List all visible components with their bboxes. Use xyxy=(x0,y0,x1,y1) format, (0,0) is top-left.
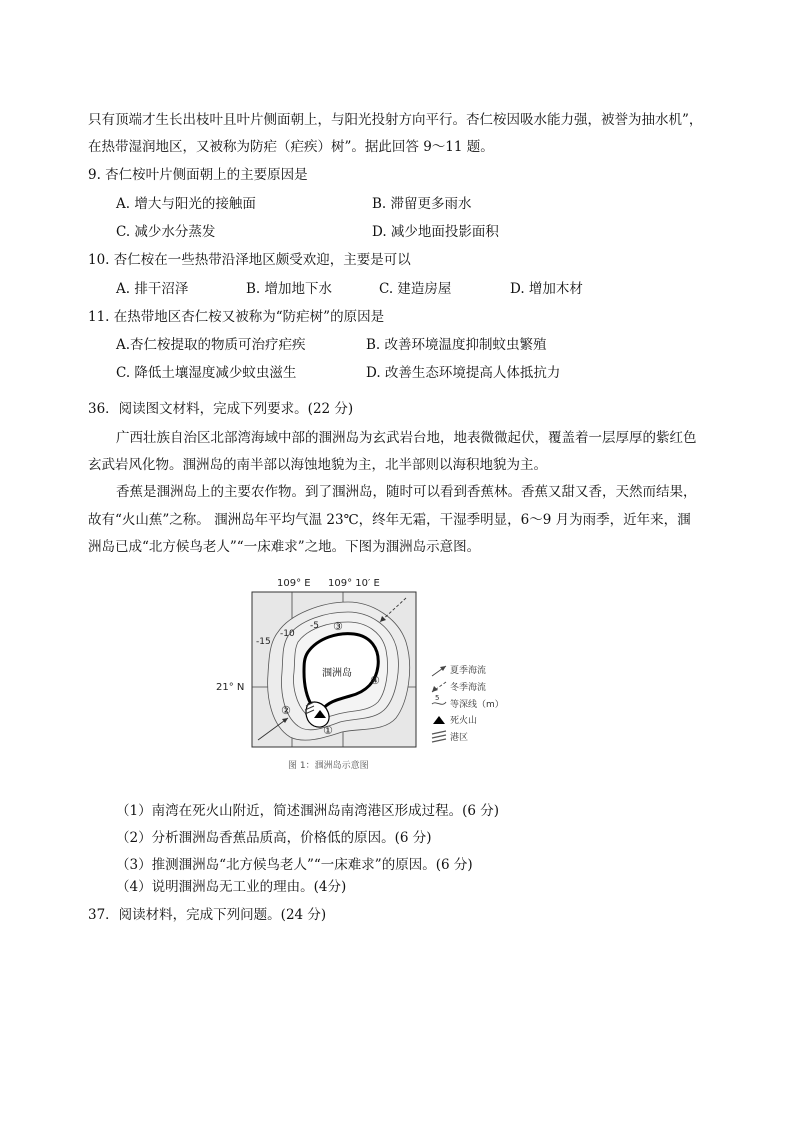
question-11-option-a: A.杏仁桉提取的物质可治疗疟疾 xyxy=(116,337,306,353)
question-36-paragraph-2-line-1: 香蕉是涠洲岛上的主要农作物。到了涠洲岛，随时可以看到香蕉林。香蕉又甜又香，天然而结果， xyxy=(116,484,697,500)
legend-summer-current: 夏季海流 xyxy=(450,666,487,676)
map-caption: 图 1：涠洲岛示意图 xyxy=(288,761,369,771)
question-36-part-1: （1）南湾在死火山附近，简述涠洲岛南湾港区形成过程。(6 分) xyxy=(116,803,500,819)
place-marker-2: ② xyxy=(281,704,291,717)
depth-label-15: -15 xyxy=(256,637,271,647)
question-36-stem: 36．阅读图文材料，完成下列要求。(22 分) xyxy=(88,401,354,417)
question-36-part-3: （3）推测涠洲岛“北方候鸟老人”“一床难求”的原因。(6 分) xyxy=(116,857,473,873)
question-36-paragraph-2-line-2: 故有“火山蕉”之称。 涠洲岛年平均气温 23℃，终年无霜，干湿季明显，6～9 月为雨季，近年来，涠 xyxy=(88,512,691,528)
legend-isobath-icon xyxy=(432,702,446,704)
legend-isobath-number: 5 xyxy=(435,694,440,702)
question-9-stem: 9. 杏仁桉叶片侧面朝上的主要原因是 xyxy=(88,167,308,183)
question-9-option-a: A. 增大与阳光的接触面 xyxy=(116,196,256,212)
legend-port-icon xyxy=(432,731,446,734)
intro-line-2: 在热带湿润地区，又被称为防疟（疟疾）树”。据此回答 9～11 题。 xyxy=(88,139,494,155)
question-36-part-2: （2）分析涠洲岛香蕉品质高，价格低的原因。(6 分) xyxy=(116,830,432,846)
latitude-label-21: 21° N xyxy=(216,682,245,693)
legend-port: 港区 xyxy=(450,733,469,743)
question-10-option-a: A. 排干沼泽 xyxy=(116,281,189,297)
question-10-option-b: B. 增加地下水 xyxy=(246,281,333,297)
depth-label-10: -10 xyxy=(280,629,295,639)
question-11-stem: 11. 在热带地区杏仁桉又被称为“防疟树”的原因是 xyxy=(88,309,385,325)
question-36-paragraph-1-line-1: 广西壮族自治区北部湾海域中部的涠洲岛为玄武岩台地，地表微微起伏，覆盖着一层厚厚的紫红色 xyxy=(116,430,697,446)
question-11-option-d: D. 改善生态环境提高人体抵抗力 xyxy=(366,365,561,381)
question-11-option-b: B. 改善环境温度抑制蚊虫繁殖 xyxy=(366,337,547,353)
legend-winter-current: 冬季海流 xyxy=(450,683,487,693)
legend-isobath: 等深线（m） xyxy=(450,700,504,710)
question-10-option-c: C. 建造房屋 xyxy=(379,281,452,297)
depth-label-5: -5 xyxy=(310,621,319,631)
place-marker-1: ① xyxy=(323,724,333,737)
question-36-paragraph-2-line-3: 洲岛已成“北方候鸟老人”“一床难求”之地。下图为涠洲岛示意图。 xyxy=(88,539,481,555)
question-11-option-c: C. 降低土壤湿度减少蚊虫滋生 xyxy=(116,365,297,381)
longitude-label-109-10: 109° 10′ E xyxy=(328,578,380,589)
question-9-option-d: D. 减少地面投影面积 xyxy=(372,224,499,240)
question-37-stem: 37．阅读材料，完成下列问题。(24 分) xyxy=(88,907,327,923)
map-legend xyxy=(432,664,504,743)
weizhou-island-map xyxy=(210,572,530,777)
intro-line-1: 只有顶端才生长出枝叶且叶片侧面朝上，与阳光投射方向平行。杏仁桉因吸水能力强，被誉为抽水机”， xyxy=(88,112,703,128)
question-10-stem: 10. 杏仁桉在一些热带沿泽地区颇受欢迎，主要是可以 xyxy=(88,252,411,268)
place-marker-4: ④ xyxy=(370,674,380,687)
legend-volcano: 死火山 xyxy=(450,716,478,726)
question-36-paragraph-1-line-2: 玄武岩风化物。涠洲岛的南半部以海蚀地貌为主，北半部则以海积地貌为主。 xyxy=(88,457,547,473)
question-36-part-4: （4）说明涠洲岛无工业的理由。(4分) xyxy=(116,879,347,895)
question-9-option-c: C. 减少水分蒸发 xyxy=(116,224,216,240)
legend-volcano-icon xyxy=(433,716,445,724)
longitude-label-109: 109° E xyxy=(277,578,311,589)
island-name-label: 涠洲岛 xyxy=(322,668,352,679)
place-marker-3: ③ xyxy=(333,620,343,633)
question-10-option-d: D. 增加木材 xyxy=(510,281,583,297)
question-9-option-b: B. 滞留更多雨水 xyxy=(372,196,472,212)
